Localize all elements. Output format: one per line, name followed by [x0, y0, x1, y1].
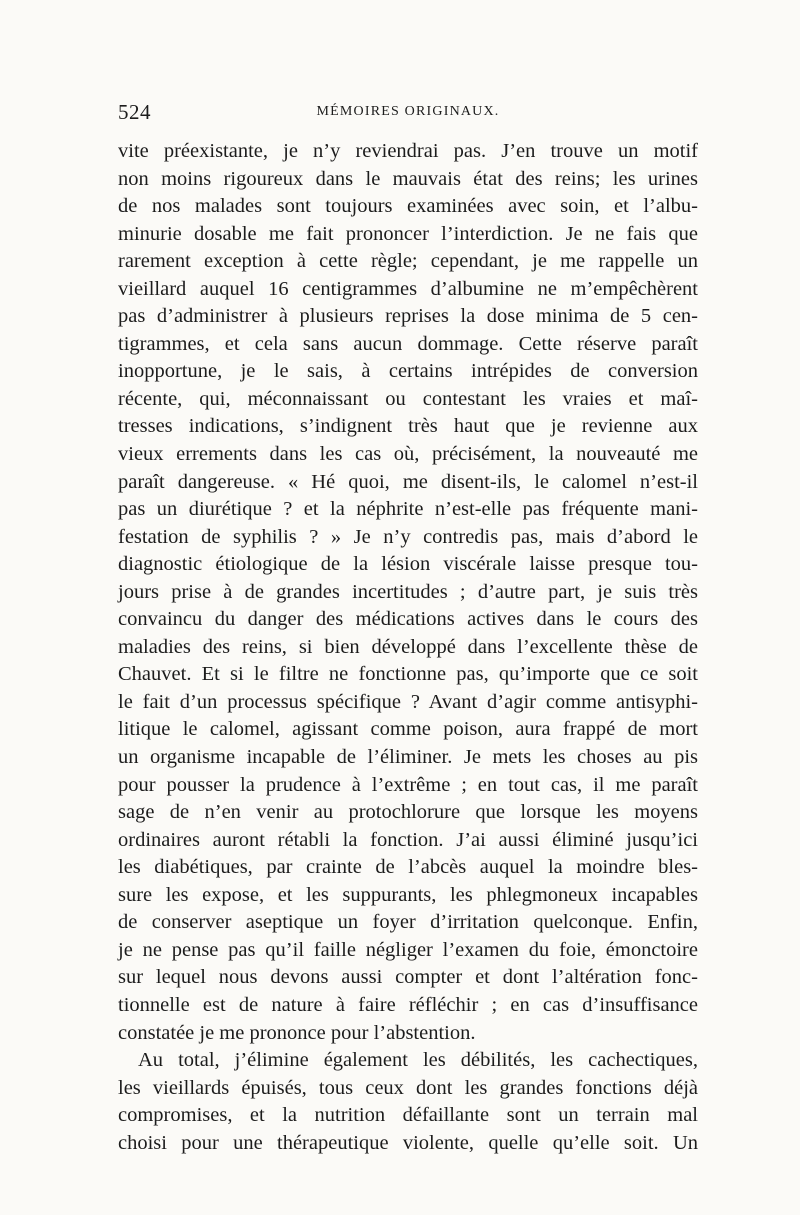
paragraph-2 [118, 1047, 698, 1157]
text-line: sur lequel nous devons aussi compter et dont l’altération fonc- [118, 966, 698, 989]
text-line: de conserver aseptique un foyer d’irritation quelconque. Enfin, [118, 911, 698, 934]
text-line: Au total, j’élimine également les débilités, les cachectiques, [138, 1049, 698, 1072]
text-line: pas un diurétique ? et la néphrite n’est-elle pas fréquente mani- [118, 498, 698, 521]
text-line: non moins rigoureux dans le mauvais état des reins; les urines [118, 167, 698, 190]
text-line: sure les expose, et les suppurants, les phlegmoneux incapables [118, 883, 698, 906]
text-line: vieux errements dans les cas où, précisément, la nouveauté me [118, 443, 698, 466]
text-line: pour pousser la prudence à l’extrême ; en tout cas, il me paraît [118, 773, 698, 796]
running-head: MÉMOIRES ORIGINAUX. [316, 104, 500, 119]
text-line: choisi pour une thérapeutique violente, quelle qu’elle soit. Un [118, 1131, 698, 1154]
text-line: récente, qui, méconnaissant ou contestant les vraies et maî- [118, 387, 698, 410]
text-line: inopportune, je le sais, à certains intrépides de conversion [118, 360, 698, 383]
text-line: les vieillards épuisés, tous ceux dont les grandes fonctions déjà [118, 1076, 698, 1099]
text-line: jours prise à de grandes incertitudes ; d’autre part, je suis très [118, 580, 698, 603]
text-line: pas d’administrer à plusieurs reprises la dose minima de 5 cen- [118, 305, 698, 328]
text-line: un organisme incapable de l’éliminer. Je mets les choses au pis [118, 746, 698, 769]
text-line: maladies des reins, si bien développé dans l’excellente thèse de [118, 635, 698, 658]
text-line: tresses indications, s’indignent très haut que je revienne aux [118, 415, 698, 438]
text-line: festation de syphilis ? » Je n’y contredis pas, mais d’abord le [118, 525, 698, 548]
text-line: de nos malades sont toujours examinées avec soin, et l’albu- [118, 195, 698, 218]
text-line: compromises, et la nutrition défaillante sont un terrain mal [118, 1104, 698, 1127]
text-line: les diabétiques, par crainte de l’abcès auquel la moindre bles- [118, 856, 698, 879]
paragraph-1 [118, 138, 698, 1047]
text-line: vieillard auquel 16 centigrammes d’albumine ne m’empêchèrent [118, 277, 698, 300]
text-line: litique le calomel, agissant comme poison, aura frappé de mort [118, 718, 698, 741]
text-line: diagnostic étiologique de la lésion viscérale laisse presque tou- [118, 553, 698, 576]
page-number: 524 [118, 100, 151, 124]
text-line: sage de n’en venir au protochlorure que lorsque les moyens [118, 801, 698, 824]
text-line: vite préexistante, je n’y reviendrai pas. J’en trouve un motif [118, 140, 698, 162]
body-text [118, 138, 698, 1157]
text-line: tigrammes, et cela sans aucun dommage. Cette réserve paraît [118, 332, 698, 355]
text-line: ordinaires auront rétabli la fonction. J’ai aussi éliminé jusqu’ici [118, 828, 698, 851]
text-line: constatée je me prononce pour l’abstention. [118, 1021, 476, 1044]
text-line: rarement exception à cette règle; cependant, je me rappelle un [118, 250, 698, 273]
text-line: minurie dosable me fait prononcer l’interdiction. Je ne fais que [118, 222, 698, 245]
text-line: convaincu du danger des médications actives dans le cours des [118, 608, 698, 631]
text-line: je ne pense pas qu’il faille négliger l’examen du foie, émonctoire [118, 938, 698, 961]
text-line: tionnelle est de nature à faire réfléchir ; en cas d’insuffisance [118, 993, 698, 1016]
text-line: Chauvet. Et si le filtre ne fonctionne pas, qu’importe que ce soit [118, 663, 698, 686]
text-line: paraît dangereuse. « Hé quoi, me disent-ils, le calomel n’est-il [118, 470, 698, 493]
page-header [118, 100, 698, 126]
text-line: le fait d’un processus spécifique ? Avant d’agir comme antisyphi- [118, 690, 698, 713]
